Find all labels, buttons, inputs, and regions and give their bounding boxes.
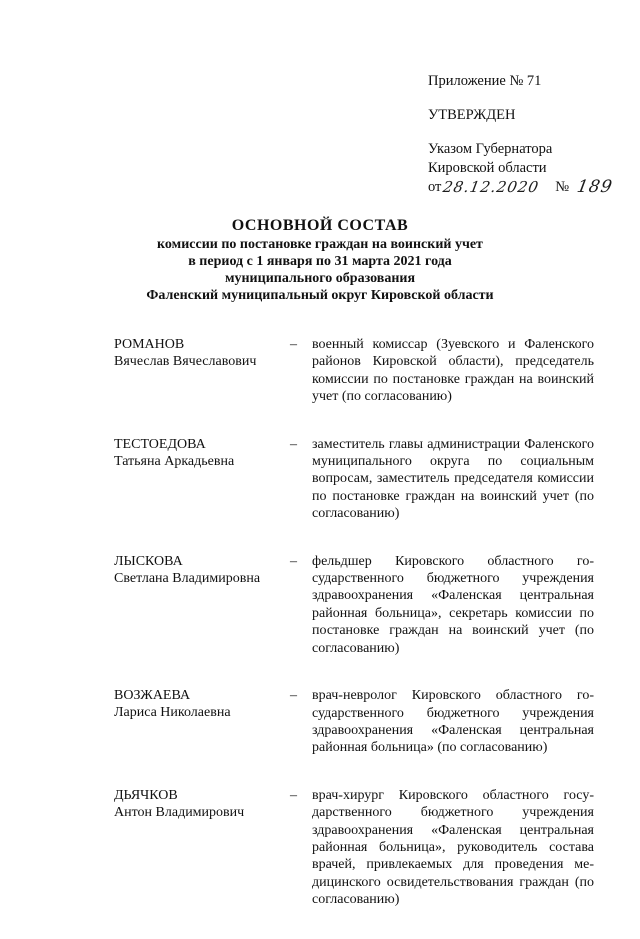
member-name	[114, 787, 290, 909]
appendix-number: Приложение № 71	[428, 73, 542, 89]
member-given-name: Вячеслав Вячеславович	[114, 354, 257, 369]
member-surname: ВОЗЖАЕВА	[114, 688, 191, 704]
member-surname: ДЬЯЧКОВ	[114, 787, 178, 803]
title-line-1: комиссии по постановке граждан на воинский учет	[157, 237, 483, 252]
title-line-2: в период с 1 января по 31 марта 2021 года	[188, 254, 452, 269]
member-given-name: Лариса Николаевна	[114, 705, 231, 721]
member-row	[114, 436, 596, 523]
member-description: фельдшер Кировского областного государственного бюджетного учреждения здравоохранения «Фаленская центральная районная больница», секретарь комиссии по постановке граждан на воинский учет (по согласованию)	[312, 553, 594, 656]
handwritten-date: 28.12.2020	[441, 178, 541, 196]
approval-block	[428, 72, 628, 197]
member-description: врач-невролог Кировского областного государственного бюджетного учреждения здравоохранения «Фаленская центральная районная больница» (по согласованию)	[312, 688, 594, 756]
member-name	[114, 336, 290, 406]
member-dash: –	[290, 688, 297, 704]
member-row	[114, 787, 596, 909]
member-description: заместитель главы администрации Фаленского муниципального округа по социальным вопросам, заместитель председателя комиссии по постановке граждан на воинский учет (по согласованию)	[312, 436, 594, 522]
member-name	[114, 687, 290, 757]
member-given-name: Антон Владимирович	[114, 804, 245, 820]
members-list	[114, 336, 596, 939]
member-dash: –	[290, 337, 297, 352]
member-given-name: Татьяна Аркадьевна	[114, 453, 235, 469]
member-surname: ЛЫСКОВА	[114, 553, 183, 569]
handwritten-number: 189	[575, 177, 615, 197]
title-line-3: муниципального образования	[224, 271, 416, 286]
date-prefix: от	[428, 179, 442, 195]
member-given-name: Светлана Владимировна	[114, 570, 261, 586]
member-dash: –	[290, 787, 297, 803]
member-row	[114, 336, 596, 406]
member-name	[114, 436, 290, 523]
approved-label: УТВЕРЖДЕН	[428, 107, 516, 123]
member-description: врач-хирург Кировского областного государственного бюджетного учреждения здравоохранения «Фаленская центральная районная больница», руководитель состава врачей, привлекаемых для проведения медицинского освидетельствования граждан (по согласованию)	[312, 787, 594, 908]
member-name	[114, 553, 290, 657]
decree-line-1: Указом Губернатора	[428, 141, 553, 157]
member-surname: ТЕСТОЕДОВА	[114, 436, 206, 452]
number-sign: №	[555, 179, 570, 195]
member-dash: –	[290, 553, 297, 569]
decree-line-2: Кировской области	[428, 160, 547, 176]
member-dash: –	[290, 436, 297, 452]
decree-date-number	[428, 178, 628, 197]
document-title	[60, 216, 580, 304]
member-description: военный комиссар (Зуевского и Фаленского районов Кировской области), председатель комиссии по постановке граждан на воинский учет (по согласованию)	[312, 337, 594, 405]
title-line-4: Фаленский муниципальный округ Кировской области	[146, 288, 494, 303]
member-row	[114, 553, 596, 657]
title-main: ОСНОВНОЙ СОСТАВ	[231, 217, 409, 234]
member-row	[114, 687, 596, 757]
member-surname: РОМАНОВ	[114, 337, 185, 352]
